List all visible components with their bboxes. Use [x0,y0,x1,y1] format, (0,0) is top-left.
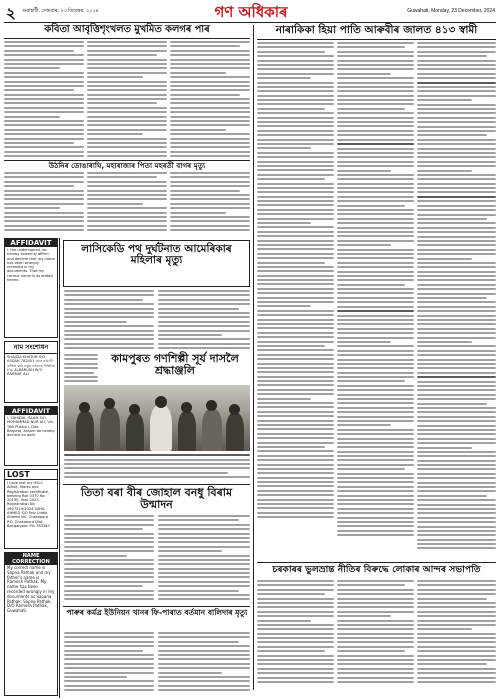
affidavit-text: I, the undersigned, do hereby solemnly affirm and declare that my name has been wrongly recorded in my documents. That my correct name is as stated herein. [7,248,55,283]
article-body-col1 [4,41,84,159]
right-article-col3 [417,42,496,560]
affidavit2-box [4,406,58,466]
affidavit-title: AFFIDAVIT [5,239,57,247]
lost-text: I have lost my HSLC Admit, Marks and Registration certificate, bearing Roll 0370 No 20190, Year 2023. Registration No 2607519/2024 SAHIL AHMED S/O Faiz Uddin Ahmed Vill- Chakapara P.O. Chakapara Dist. Bongaigaon Pin 783380 [7,481,50,528]
lost-title: LOST [5,470,57,480]
divider [63,484,250,485]
date-right: Guwahati, Monday, 23 December, 2024 [407,8,495,14]
divider [257,562,496,563]
newspaper-logo: গণ অধিকাৰ [214,3,288,21]
photo-caption-text [64,454,250,484]
box-article-col2 [158,290,250,352]
tribute-photo [64,385,250,451]
headline-top-left: কবিতা আবৃত্তিশৃংখলত মুখমিত কলগৰ পাৰ [44,24,210,35]
lower-headline: তিতা বৰা বীৰ জোহাল বনধু বিৰাম উন্মাদন [80,486,233,511]
article-body-col2 [87,41,167,159]
headline-top-right: নাৰাকিকা হিয়া পাতি আৰুবীৰ জালত ৪১৩ স্বামী [275,24,478,36]
sub-headline-left: উঠনিৰ ডোঙাৰাঘি, মহাৰাজাৰ পিতা মহৰতী বাগৰ মৃত্যু [48,161,206,170]
name-change-title: নাম সংশোধন [5,342,57,354]
name-correction-box [4,552,58,696]
classified-sidebar [4,238,60,698]
sub-article-col3 [170,172,250,234]
sub-article-col2 [87,172,167,234]
divider [257,39,496,40]
bottom-right-col1 [257,580,334,692]
affidavit2-text: I, SAHIDUL ISLAM S/O MOHAMMAD NUR ALI, Vill- Tikli Pukhuri, Dist- Barpeta, Assam do hereby declare on oath. [7,416,55,438]
bottom-right-headline: চৰকাৰৰ ভুলভ্ৰান্ত নীতিৰ বিৰুদ্ধে লোকাৰ আন্দৰ সভাপতি [272,564,481,575]
column-divider [253,25,254,690]
lost-box [4,469,58,549]
boxed-article [63,240,250,287]
sidebar-bottom-headline: পাৰুৰ কৰ্মত্ৰ ইউনিয়ন খানৰ ফি-পাৰাত বৰ্তমান বালিদাৰ মৃত্যু [66,608,248,617]
box-headline: লাসিকেডি পথ দুৰ্ঘটনাত আমেৰিকাৰ মহিলাৰ মৃত্যু [81,243,232,267]
sub-article-col1 [4,172,84,234]
photo-side-text [64,354,98,384]
divider [4,38,250,39]
divider [63,606,250,607]
right-article-col1 [257,42,334,560]
page-number: ২ [6,4,16,22]
lower-article-col2 [158,515,250,605]
name-correction-text: My correct name is Sapna Pathak and my father's name is Ramesh Pathak. My name has been recorded wrongly in my documents as Sapana Pathak. Sapna Pathak, D/O Ramesh Pathak, Guwahati. [7,565,55,614]
name-change-box [4,341,58,403]
article-body-col3 [170,41,250,159]
bottom-right-col3 [417,580,496,692]
masthead [0,0,500,22]
bottom-right-col2 [337,580,414,692]
box-article-col1 [64,290,154,352]
bottom-left-article-col2 [158,632,250,696]
right-article-col2 [337,42,414,560]
affidavit2-title: AFFIDAVIT [5,407,57,415]
bottom-left-article-col1 [64,632,154,696]
name-correction-title: NAME CORRECTION [5,553,57,565]
date-left: গুৱাহাটী, সোমবাৰ, ২৩ ডিচেম্বৰ, ২০২৪ [22,9,99,14]
name-change-text: SHAJIDA KHATUN S/O ASSAM 782001 মোৰ নামটো বাতিল কৰি নতুন নামেৰে পৰিচিত হ'ম। ALBARUSH W/O RAHMAT ALI [7,355,55,377]
lower-article-col1 [64,515,154,605]
affidavit-box [4,238,58,338]
photo-headline: কামপুৰত গণশিল্পী সূৰ্য দাসলৈ শ্ৰদ্ধাঞ্জলি [111,352,239,377]
